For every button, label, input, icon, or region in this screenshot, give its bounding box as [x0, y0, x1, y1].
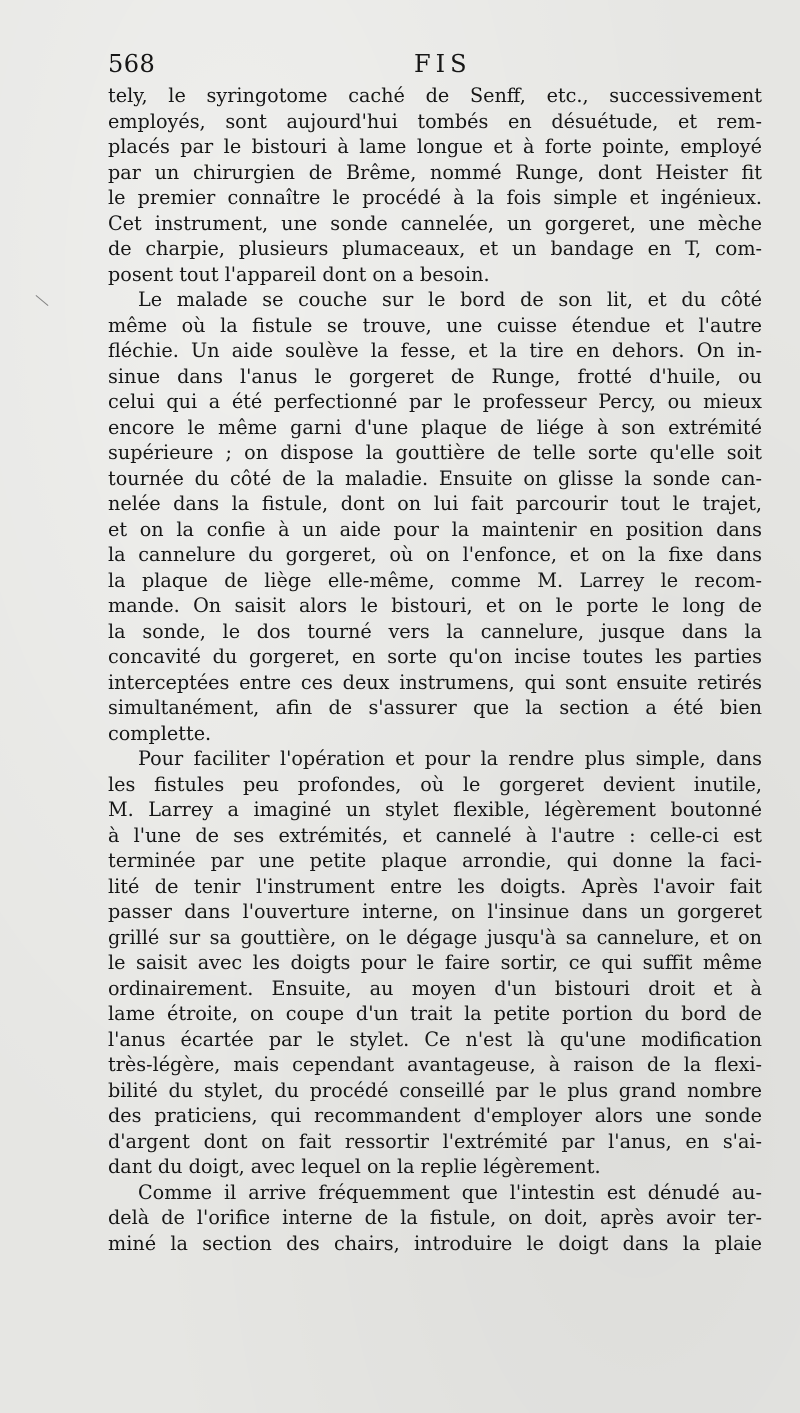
text-line: grillé sur sa gouttière, on le dégage jusqu'à sa cannelure, et on — [108, 925, 762, 949]
paragraph-start-line: Le malade se couche sur le bord de son lit, et du côté — [138, 288, 762, 311]
text-line: tournée du côté de la maladie. Ensuite on glisse la sonde can- — [108, 466, 762, 490]
text-line: terminée par une petite plaque arrondie, qui donne la faci- — [108, 849, 762, 872]
text-line: simultanément, afin de s'assurer que la section a été bien — [108, 696, 762, 719]
text-line: à l'une de ses extrémités, et cannelé à l'autre : celle-ci est — [108, 823, 762, 847]
text-line: encore le même garni d'une plaque de liége à son extrémité — [108, 415, 762, 439]
text-line: celui qui a été perfectionné par le professeur Percy, ou mieux — [108, 390, 762, 413]
text-line: des praticiens, qui recommandent d'employer alors une sonde — [108, 1104, 762, 1127]
text-line: l'anus écartée par le stylet. Ce n'est là qu'une modification — [108, 1027, 762, 1051]
text-line: fléchie. Un aide soulève la fesse, et la tire en dehors. On in- — [108, 339, 762, 362]
text-line: le premier connaître le procédé à la fois simple et ingénieux. — [108, 186, 762, 209]
page-number: 568 — [108, 50, 156, 78]
text-line: de charpie, plusieurs plumaceaux, et un bandage en T, com- — [108, 237, 762, 260]
text-line: miné la section des chairs, introduire le doigt dans la plaie — [108, 1231, 762, 1255]
paragraph-start-line: Pour faciliter l'opération et pour la rendre plus simple, dans — [138, 747, 762, 770]
text-body — [108, 83, 762, 1256]
page-header — [108, 46, 762, 82]
text-line: lame étroite, on coupe d'un trait la petite portion du bord de — [108, 1002, 762, 1025]
text-line: d'argent dont on fait ressortir l'extrémité par l'anus, en s'ai- — [108, 1129, 762, 1153]
text-line: concavité du gorgeret, en sorte qu'on incise toutes les parties — [108, 645, 762, 668]
text-line: placés par le bistouri à lame longue et à forte pointe, employé — [108, 135, 762, 158]
text-line: ordinairement. Ensuite, au moyen d'un bistouri droit et à — [108, 976, 762, 1000]
text-line: le saisit avec les doigts pour le faire sortir, ce qui suffit même — [108, 951, 762, 974]
paragraph-end-line: posent tout l'appareil dont on a besoin. — [108, 262, 490, 286]
text-line: et on la confie à un aide pour la maintenir en position dans — [108, 517, 762, 541]
text-line: tely, le syringotome caché de Senff, etc., successivement — [108, 84, 762, 107]
text-line: passer dans l'ouverture interne, on l'insinue dans un gorgeret — [108, 900, 762, 923]
text-line: la plaque de liège elle-même, comme M. Larrey le recom- — [108, 568, 762, 592]
text-line: très-légère, mais cependant avantageuse, à raison de la flexi- — [108, 1053, 762, 1076]
text-line: même où la fistule se trouve, une cuisse étendue et l'autre — [108, 313, 762, 337]
text-line: interceptées entre ces deux instrumens, qui sont ensuite retirés — [108, 670, 762, 694]
paragraph-end-line: dant du doigt, avec lequel on la replie légèrement. — [108, 1155, 601, 1178]
text-line: mande. On saisit alors le bistouri, et on le porte le long de — [108, 594, 762, 617]
text-line: Cet instrument, une sonde cannelée, un gorgeret, une mèche — [108, 211, 762, 235]
text-line: la cannelure du gorgeret, où on l'enfonce, et on la fixe dans — [108, 543, 762, 566]
text-line: les fistules peu profondes, où le gorgeret devient inutile, — [108, 772, 762, 796]
text-line: sinue dans l'anus le gorgeret de Runge, frotté d'huile, ou — [108, 364, 762, 388]
text-line: nelée dans la fistule, dont on lui fait parcourir tout le trajet, — [108, 492, 762, 515]
text-line: bilité du stylet, du procédé conseillé par le plus grand nombre — [108, 1078, 762, 1102]
margin-mark — [36, 295, 49, 306]
text-line: la sonde, le dos tourné vers la cannelure, jusque dans la — [108, 619, 762, 643]
running-head: FIS — [414, 50, 472, 78]
text-line: employés, sont aujourd'hui tombés en désuétude, et rem- — [108, 109, 762, 133]
text-line: par un chirurgien de Brême, nommé Runge, dont Heister fit — [108, 160, 762, 184]
paragraph-start-line: Comme il arrive fréquemment que l'intestin est dénudé au- — [138, 1180, 762, 1204]
paragraph-end-line: complette. — [108, 721, 212, 745]
text-line: lité de tenir l'instrument entre les doigts. Après l'avoir fait — [108, 874, 762, 898]
text-line: M. Larrey a imaginé un stylet flexible, légèrement boutonné — [108, 798, 762, 821]
text-line: supérieure ; on dispose la gouttière de telle sorte qu'elle soit — [108, 441, 762, 464]
text-line: delà de l'orifice interne de la fistule, on doit, après avoir ter- — [108, 1206, 762, 1229]
